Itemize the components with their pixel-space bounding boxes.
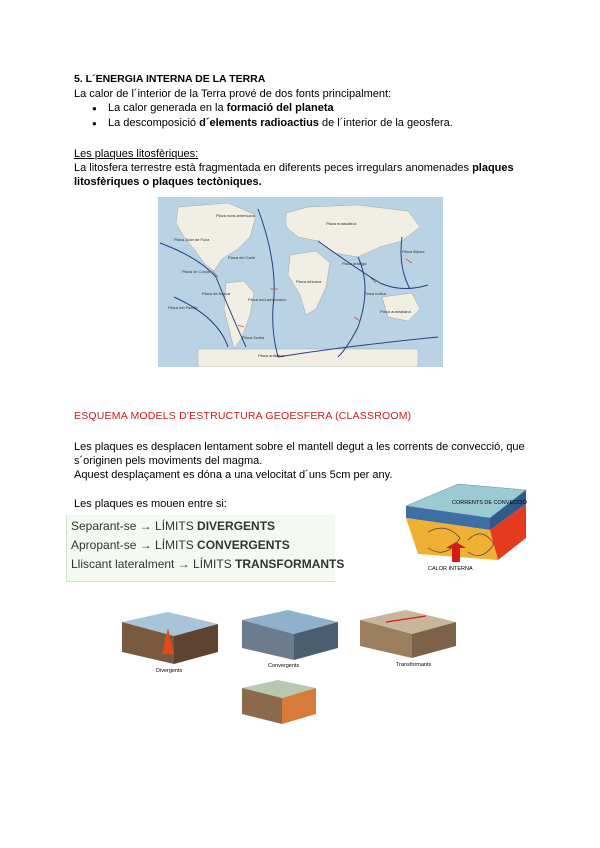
limit-convergent: Apropant-se → LÍMITS CONVERGENTS [71, 538, 290, 552]
map-label: Placa del Carib [228, 255, 256, 260]
map-label: Placa del Pacífic [168, 305, 198, 310]
list-item: ● La calor generada en la formació del planeta [74, 101, 453, 116]
transform-label: Transformants [396, 662, 432, 668]
map-label: Placa índica [364, 291, 386, 296]
plates-text: La litosfera terrestre està fragmentada en diferents peces irregulars anomenades plaques [74, 162, 514, 174]
map-label: Placa de Nazca [202, 291, 231, 296]
map-label: Placa australiana [380, 309, 411, 314]
plates-heading: Les plaques litosfèriques: [74, 148, 199, 160]
classroom-link[interactable]: ESQUEMA MODELS D'ESTRUCTURA GEOESFERA (CLASSROOM) [74, 410, 412, 422]
map-label: Placa filipina [402, 249, 425, 254]
limit-transform: Lliscant lateralment → LÍMITS TRANSFORMANTS [71, 557, 345, 571]
map-label: Placa Scotia [242, 335, 265, 340]
speed-text: Aquest desplaçament es dóna a una velocitat d´uns 5cm per any. [74, 469, 393, 481]
movement-text: Les plaques es desplacen lentament sobre el mantell degut a les corrents de convecció, que [74, 441, 525, 453]
heat-label: CALOR INTERNA [428, 566, 473, 572]
convection-label: CORRENTS DE CONVECCIÓ [452, 500, 527, 506]
divergent-diagram [118, 604, 222, 674]
map-label: Placa antàrtica [258, 353, 285, 358]
map-label: Placa aràbiga [342, 261, 367, 266]
map-label: Placa eurasiàtica [326, 221, 357, 226]
moves-intro: Les plaques es mouen entre si: [74, 498, 227, 510]
limits-box [66, 515, 345, 582]
map-label: Placa sud-americana [248, 297, 286, 302]
map-label: Placa nord-americana [216, 213, 256, 218]
plates-text-bold: litosfèriques o plaques tectòniques. [74, 176, 262, 188]
tectonic-plates-map [158, 197, 443, 367]
heat-sources-list [74, 101, 453, 131]
convection-diagram [402, 478, 530, 574]
divergent-label: Divergents [156, 668, 183, 674]
convergent-label: Convergents [268, 663, 300, 669]
limit-divergent: Separant-se → LÍMITS DIVERGENTS [71, 519, 276, 533]
convergent-diagram [238, 604, 342, 670]
map-label: Placa Juan de Fuca [174, 237, 210, 242]
map-label: Placa africana [296, 279, 322, 284]
movement-text: s´originen pels moviments del magma. [74, 455, 263, 467]
intro-text: La calor de l´interior de la Terra prové de dos fonts principalment: [74, 88, 392, 100]
subduction-diagram [238, 676, 320, 728]
map-label: Placa de Cocos [182, 269, 211, 274]
list-item: ● La descomposició d´elements radioactius de l´interior de la geosfera. [74, 116, 453, 131]
section-title: 5. L´ENERGIA INTERNA DE LA TERRA [74, 73, 266, 85]
transform-diagram [356, 604, 460, 670]
